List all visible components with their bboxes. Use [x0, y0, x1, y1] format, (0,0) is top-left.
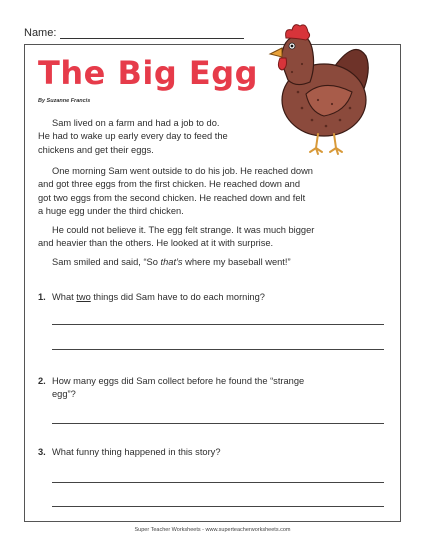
- question-number: 2.: [38, 376, 46, 386]
- question-3: [38, 446, 220, 459]
- story-line: Sam lived on a farm and had a job to do.: [52, 118, 220, 128]
- story-paragraph-1: [38, 117, 228, 157]
- story-line: chickens and get their eggs.: [38, 144, 154, 155]
- footer-credit: Super Teacher Worksheets - www.superteacherworksheets.com: [134, 527, 291, 533]
- answer-line[interactable]: [52, 349, 384, 350]
- story-author: By Suzanne Francis: [38, 98, 91, 104]
- story-paragraph-2: [38, 165, 313, 219]
- story-line: [38, 256, 291, 269]
- question-text-cont: egg”?: [52, 389, 76, 399]
- answer-line[interactable]: [52, 423, 384, 424]
- question-text: What funny thing happened in this story?: [52, 447, 221, 457]
- story-paragraph-3: [38, 224, 314, 251]
- question-text: things did Sam have to do each morning?: [90, 292, 265, 302]
- name-label: Name:: [24, 27, 57, 39]
- question-1: [38, 291, 265, 304]
- question-number: 3.: [38, 447, 46, 457]
- story-line: and got three eggs from the first chicken. He reached down and: [38, 179, 301, 190]
- question-text: How many eggs did Sam collect before he found the “strange: [52, 376, 305, 386]
- dialogue-end: where my baseball went!”: [182, 257, 291, 267]
- question-text: What: [52, 292, 77, 302]
- story-line: and heavier than the others. He looked at it with surprise.: [38, 238, 274, 249]
- question-number: 1.: [38, 292, 46, 302]
- question-emphasis: two: [76, 292, 91, 302]
- name-field: [24, 27, 244, 39]
- dialogue-start: Sam smiled and said, “So: [52, 257, 161, 267]
- story-line: One morning Sam went outside to do his job. He reached down: [52, 166, 313, 176]
- story-paragraph-4: [38, 256, 291, 269]
- story-line: got two eggs from the second chicken. He reached down and felt: [38, 192, 306, 203]
- name-line[interactable]: [60, 27, 244, 39]
- story-line: He had to wake up early every day to feed the: [38, 131, 228, 142]
- story-line: a huge egg under the third chicken.: [38, 206, 184, 217]
- answer-line[interactable]: [52, 482, 384, 483]
- dialogue-emphasis: that’s: [160, 257, 183, 267]
- answer-line[interactable]: [52, 324, 384, 325]
- story-line: He could not believe it. The egg felt strange. It was much bigger: [52, 225, 315, 235]
- question-2: [38, 375, 304, 401]
- story-title: The Big Egg: [38, 54, 259, 92]
- answer-line[interactable]: [52, 506, 384, 507]
- hen-icon: [262, 8, 378, 158]
